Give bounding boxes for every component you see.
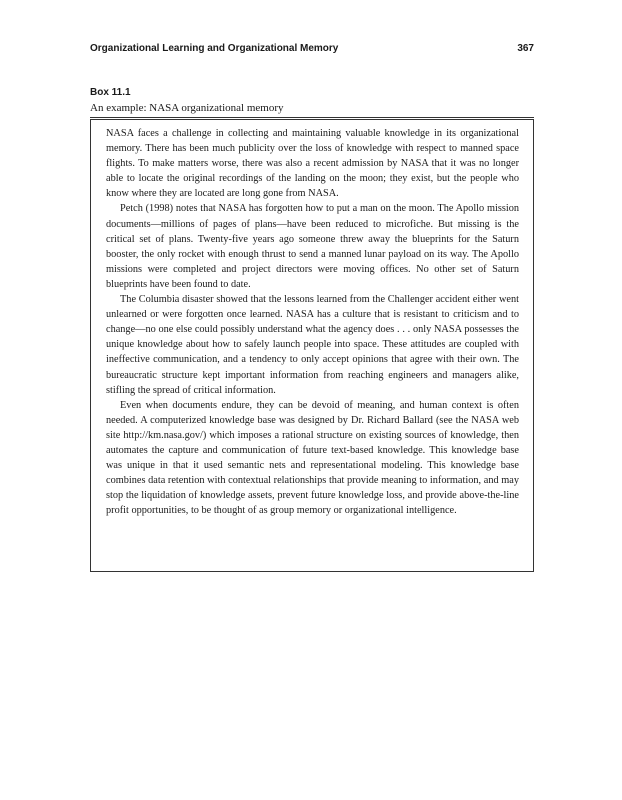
chapter-title: Organizational Learning and Organizational Memory	[90, 43, 339, 54]
box-top-rule	[90, 117, 534, 118]
box-paragraph-2: Petch (1998) notes that NASA has forgotten how to put a man on the moon. The Apollo mission documents—millions of pages of plans—have been reduced to microfiche. But missing is the critical set of plans. Twenty-five years ago someone threw away the blueprints for the Saturn booster, the only rocket with enough thrust to send a manned lunar payload on its way. The Apollo missions were completed and project directors were moving offices. No other set of Saturn blueprints have been found to date.	[106, 203, 519, 290]
page-number: 367	[517, 43, 534, 54]
box-caption: An example: NASA organizational memory	[90, 102, 284, 114]
box-paragraph-1: NASA faces a challenge in collecting and maintaining valuable knowledge in its organizational memory. There has been much publicity over the loss of knowledge with respect to manned space flights. To make matters worse, there was also a recent admission by NASA that it was no longer able to locate the original recordings of the landing on the moon; they exist, but the people who know where they are located are long gone from NASA.	[106, 128, 519, 200]
box-body	[106, 126, 519, 518]
box-paragraph-3: The Columbia disaster showed that the lessons learned from the Challenger accident either went unlearned or were forgotten once learned. NASA has a culture that is resistant to criticism and to change—no one else could possibly understand what the agency does . . . only NASA possesses the unique knowledge about how to safely launch people into space. These attitudes are coupled with ineffective communication, and a tendency to only accept opinions that agree with their own. The bureaucratic structure kept important information from reaching engineers and managers alike, stifling the spread of critical information.	[106, 294, 519, 396]
box-paragraph-4: Even when documents endure, they can be devoid of meaning, and human context is often needed. A computerized knowledge base was designed by Dr. Richard Ballard (see the NASA web site http://km.nasa.gov/) which imposes a rational structure on existing sources of knowledge, then automates the capture and communication of future text-based knowledge. This knowledge base was unique in that it used semantic nets and representational modeling. This knowledge base combines data retention with contextual relationships that provide meaning to information, and may stop the liquidation of knowledge assets, prevent future knowledge loss, and provide above-the-line profit opportunities, to be thought of as group memory or organizational intelligence.	[106, 399, 519, 517]
box-label: Box 11.1	[90, 87, 131, 98]
